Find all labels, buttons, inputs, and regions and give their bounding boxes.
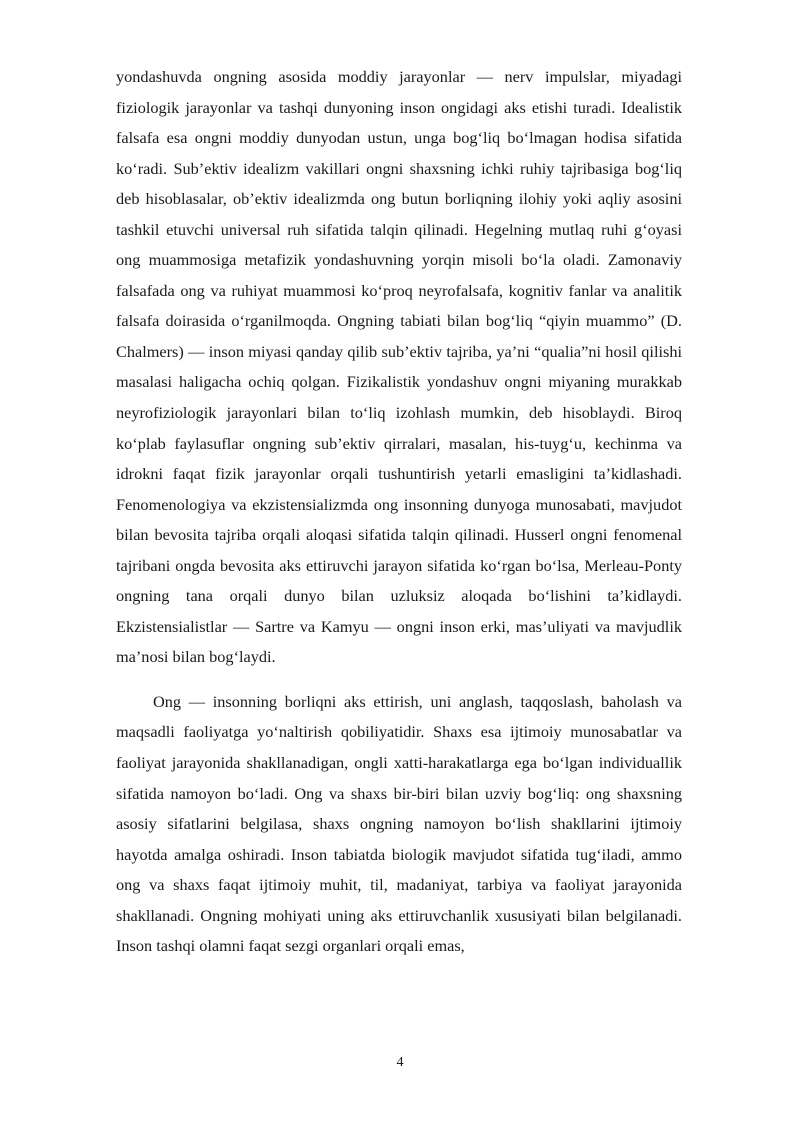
paragraph-2: Ong — insonning borliqni aks ettirish, uni anglash, taqqoslash, baholash va maqsadli faoliyatga yo‘naltirish qobiliyatidir. Shaxs esa ijtimoiy munosabatlar va faoliyat jarayonida shakllanadigan, ongli xatti-harakatlarga ega bo‘lgan individuallik sifatida namoyon bo‘ladi. Ong va shaxs bir-biri bilan uzviy bog‘liq: ong shaxsning asosiy sifatlarini belgilasa, shaxs ongning namoyon bo‘lish shakllarini ijtimoiy hayotda amalga oshiradi. Inson tabiatda biologik mavjudot sifatida tug‘iladi, ammo ong va shaxs faqat ijtimoiy muhit, til, madaniyat, tarbiya va faoliyat jarayonida shakllanadi. Ongning mohiyati uning aks ettiruvchanlik xususiyati bilan belgilanadi. Inson tashqi olamni faqat sezgi organlari orqali emas,	[116, 691, 682, 956]
paragraph-1: yondashuvda ongning asosida moddiy jarayonlar — nerv impulslar, miyadagi fiziologik jarayonlar va tashqi dunyoning inson ongidagi aks etishi turadi. Idealistik falsafa esa ongni moddiy dunyodan ustun, unga bog‘liq bo‘lmagan hodisa sifatida ko‘radi. Sub’ektiv idealizm vakillari ongni shaxsning ichki ruhiy tajribasiga bog‘liq deb hisoblasalar, ob’ektiv idealizmda ong butun borliqning ilohiy yoki aqliy asosini tashkil etuvchi universal ruh sifatida talqin qilinadi. Hegelning mutlaq ruhi g‘oyasi ong muammosiga metafizik yondashuvning yorqin misoli bo‘la oladi. Zamonaviy falsafada ong va ruhiyat muammosi ko‘proq neyrofalsafa, kognitiv fanlar va analitik falsafa doirasida o‘rganilmoqda. Ongning tabiati bilan bog‘liq “qiyin muammo” (D. Chalmers) — inson miyasi qanday qilib sub’ektiv tajriba, ya’ni “qualia”ni hosil qilishi masalasi haligacha ochiq qolgan. Fizikalistik yondashuv ongni miyaning murakkab neyrofiziologik jarayonlari bilan to‘liq izohlash mumkin, deb hisoblaydi. Biroq ko‘plab faylasuflar ongning sub’ektiv qirralari, masalan, his-tuyg‘u, kechinma va idrokni faqat fizik jarayonlar orqali tushuntirish yetarli emasligini ta’kidlashadi. Fenomenologiya va ekzistensializmda ong insonning dunyoga munosabati, mavjudot bilan bevosita tajriba orqali aloqasi sifatida talqin qilinadi. Husserl ongni fenomenal tajribani ongda bevosita aks ettiruvchi jarayon sifatida ko‘rgan bo‘lsa, Merleau-Ponty ongning tana orqali dunyo bilan uzluksiz aloqada bo‘lishini ta’kidlaydi. Ekzistensialistlar — Sartre va Kamyu — ongni inson erki, mas’uliyati va mavjudlik ma’nosi bilan bog‘laydi.	[116, 67, 682, 667]
text-body	[116, 62, 682, 962]
page-number: 4	[396, 1055, 404, 1070]
